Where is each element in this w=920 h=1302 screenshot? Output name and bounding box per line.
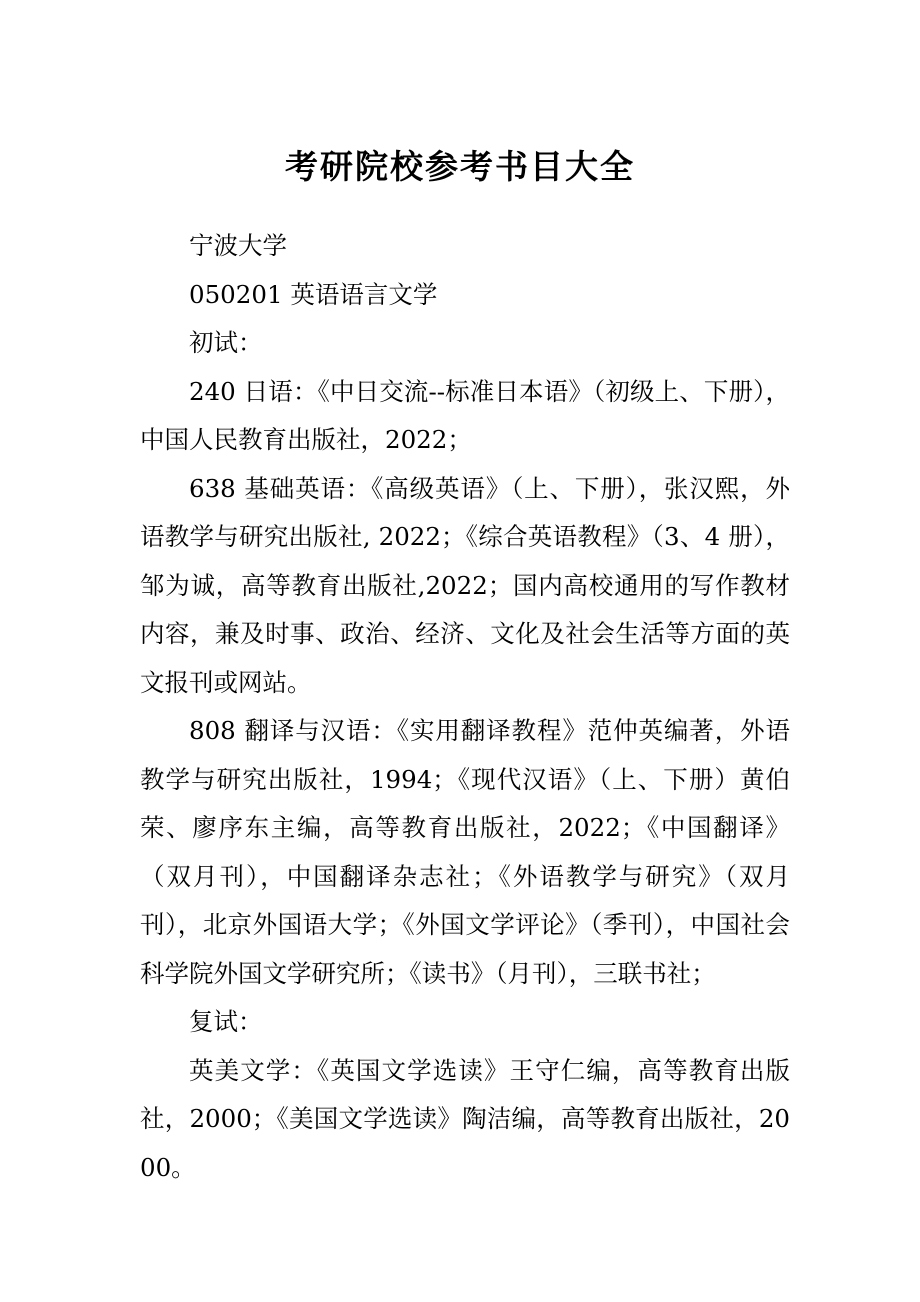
exam-638-basic-english: 638 基础英语：《高级英语》（上、下册），张汉熙，外语教学与研究出版社, 2022；《综合英语教程》（3、4 册），邹为诚，高等教育出版社,2022；国内高校通用的写作教材内容，兼及时事、政治、经济、文化及社会生活等方面的英文报刊或网站。 bbox=[140, 473, 790, 697]
retest-english-american-literature: 英美文学：《英国文学选读》王守仁编，高等教育出版社，2000；《美国文学选读》陶洁编，高等教育出版社，2000。 bbox=[140, 1055, 790, 1182]
document-title: 考研院校参考书目大全 bbox=[285, 147, 635, 186]
preliminary-exam-heading: 初试： bbox=[189, 328, 263, 357]
exam-240-japanese: 240 日语：《中日交流--标准日本语》（初级上、下册），中国人民教育出版社，2022； bbox=[140, 376, 790, 454]
program-code-name: 050201 英语语言文学 bbox=[189, 279, 438, 309]
exam-808-translation-chinese: 808 翻译与汉语：《实用翻译教程》范仲英编著，外语教学与研究出版社，1994；《现代汉语》（上、下册）黄伯荣、廖序东主编，高等教育出版社，2022；《中国翻译》（双月刊），中国翻译杂志社；《外语教学与研究》（双月刊），北京外国语大学；《外国文学评论》（季刊），中国社会科学院外国文学研究所；《读书》（月刊），三联书社； bbox=[140, 716, 790, 988]
retest-heading: 复试： bbox=[189, 1007, 263, 1036]
document-body bbox=[140, 222, 790, 1192]
university-name: 宁波大学 bbox=[189, 231, 287, 260]
